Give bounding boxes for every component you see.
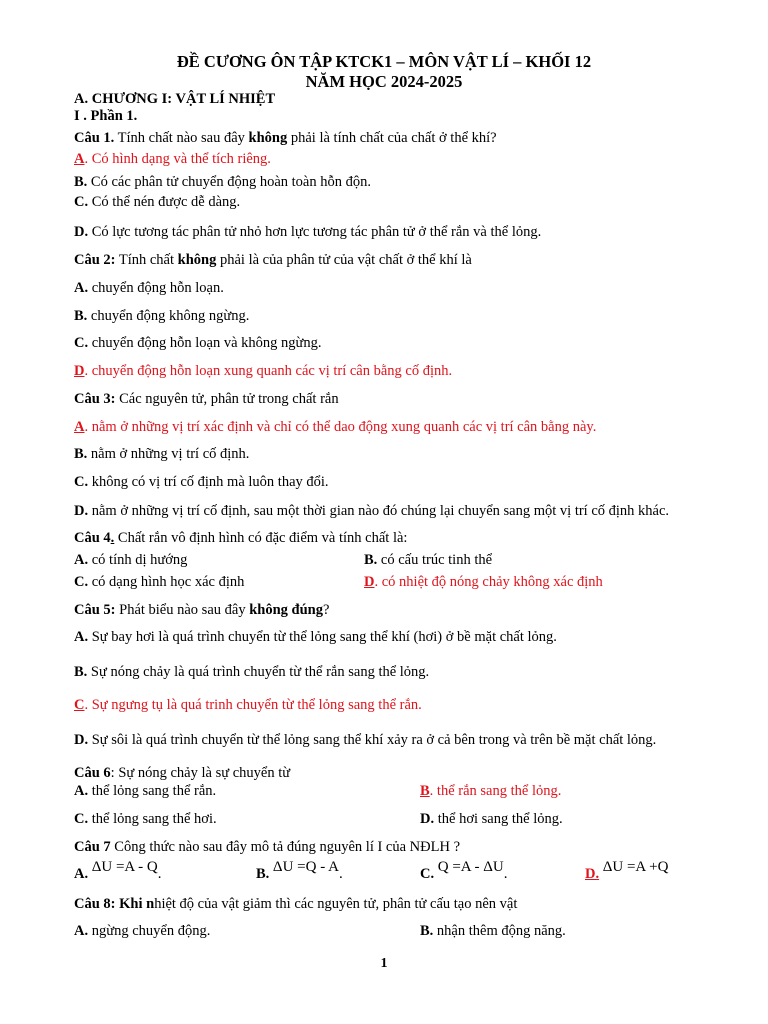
question-7 (74, 839, 460, 856)
formula: ΔU =Q - A (272, 859, 339, 875)
option-text: ngừng chuyển động. (88, 923, 211, 939)
part-heading: I . Phần 1. (74, 108, 138, 124)
option-label: D. (74, 732, 89, 748)
question-text: Sự nóng chảy là sự chuyển từ (114, 765, 291, 781)
q6-option-c (74, 811, 217, 828)
option-text: Có lực tương tác phân tử nhỏ hơn lực tương tác phân tử ở thể rắn và thể lỏng. (88, 224, 542, 240)
option-text: thể lỏng sang thể hơi. (88, 811, 217, 827)
option-text: nằm ở những vị trí cố định, sau một thời gian nào đó chúng lại chuyển sang một vị trí cố định khác. (88, 503, 670, 519)
question-text: Công thức nào sau đây mô tả đúng nguyên lí I của NĐLH ? (110, 839, 461, 855)
q7-option-b (256, 859, 343, 883)
option-label: B. (256, 866, 270, 882)
question-5 (74, 602, 329, 619)
emphasis: không (248, 130, 288, 146)
option-text: chuyển động hỗn loạn xung quanh các vị trí cân bằng cố định. (88, 363, 453, 379)
q1-option-d (74, 224, 541, 241)
option-label: A. (74, 923, 89, 939)
option-text: Sự bay hơi là quá trình chuyển từ thể lỏng sang thể khí (hơi) ở bề mặt chất lỏng. (88, 629, 557, 645)
question-text: Tính chất (115, 252, 178, 268)
question-3 (74, 391, 339, 408)
option-label: A (74, 419, 85, 435)
q5-option-b (74, 664, 429, 681)
q3-option-b (74, 446, 249, 463)
q5-option-d (74, 732, 656, 749)
formula-dot: . (338, 866, 343, 882)
option-dot: . (429, 783, 434, 799)
q4-option-d (364, 574, 603, 591)
formula-dot: . (157, 866, 162, 882)
option-text: có cấu trúc tinh thể (377, 552, 493, 568)
question-label: Câu 7 (74, 839, 111, 855)
q3-option-a (74, 419, 596, 436)
option-text: Sự sôi là quá trình chuyển từ thể lỏng sang thể khí xảy ra ở cả bên trong và trên bề mặt chất lỏng. (88, 732, 657, 748)
option-text: chuyển động hỗn loạn và không ngừng. (88, 335, 322, 351)
q5-option-c (74, 697, 422, 714)
page-number: 1 (380, 956, 388, 971)
emphasis: Khi n (115, 896, 155, 912)
emphasis: không đúng (249, 602, 323, 618)
question-text: phải là tính chất của chất ở thể khí? (287, 130, 497, 146)
q2-option-d (74, 363, 452, 380)
option-label: A. (74, 552, 89, 568)
question-4 (74, 530, 407, 547)
option-label: A. (74, 629, 89, 645)
formula: Q =A - ΔU (437, 859, 504, 875)
q8-option-a (74, 923, 210, 940)
question-label: Câu 5: (74, 602, 116, 618)
option-text: Có các phân tử chuyển động hoàn toàn hỗn độn. (87, 174, 371, 190)
option-label: D. (74, 503, 89, 519)
option-label: C. (74, 574, 89, 590)
option-text: chuyển động hỗn loạn. (88, 280, 224, 296)
option-text: chuyển động không ngừng. (87, 308, 250, 324)
option-text: Sự nóng chảy là quá trình chuyển từ thể rắn sang thể lỏng. (87, 664, 430, 680)
question-text: hiệt độ của vật giảm thì các nguyên tử, phân tử cấu tạo nên vật (154, 896, 518, 912)
question-text: Tính chất nào sau đây (114, 130, 249, 146)
option-text: nằm ở những vị trí cố định. (87, 446, 250, 462)
question-1 (74, 130, 497, 147)
q4-option-a (74, 552, 187, 569)
option-text: Có hình dạng và thể tích riêng. (88, 151, 271, 167)
formula: ΔU =A +Q (602, 859, 669, 875)
question-label-colon: : (110, 765, 115, 781)
option-label: A. (74, 866, 89, 882)
option-dot: . (84, 697, 89, 713)
q8-option-b (420, 923, 566, 940)
question-text: Chất rắn vô định hình có đặc điểm và tính chất là: (114, 530, 408, 546)
option-label: C. (74, 335, 89, 351)
option-label: A. (74, 280, 89, 296)
option-label: D. (74, 224, 89, 240)
emphasis: không (177, 252, 217, 268)
q1-option-a (74, 151, 271, 168)
option-label: D (74, 363, 85, 379)
option-text: nằm ở những vị trí xác định và chỉ có thể dao động xung quanh các vị trí cân bằng này. (88, 419, 597, 435)
question-label: Câu 8: (74, 896, 116, 912)
q7-option-a (74, 859, 162, 883)
q2-option-a (74, 280, 224, 297)
option-label: B (420, 783, 430, 799)
option-label: C. (74, 194, 89, 210)
q3-option-d (74, 503, 669, 520)
q2-option-b (74, 308, 249, 325)
option-text: thể lỏng sang thể rắn. (88, 783, 217, 799)
q4-option-c (74, 574, 244, 591)
q6-option-a (74, 783, 216, 800)
question-8 (74, 896, 517, 913)
option-dot: . (84, 363, 89, 379)
option-label: D. (585, 866, 600, 882)
q1-option-b (74, 174, 371, 191)
q3-option-c (74, 474, 329, 491)
option-text: thể rắn sang thể lỏng. (433, 783, 562, 799)
option-text: có nhiệt độ nóng chảy không xác định (378, 574, 603, 590)
question-2 (74, 252, 472, 269)
option-dot: . (84, 151, 89, 167)
question-text: Các nguyên tử, phân tử trong chất rắn (115, 391, 339, 407)
q6-option-d (420, 811, 563, 828)
doc-title: ĐỀ CƯƠNG ÔN TẬP KTCK1 – MÔN VẬT LÍ – KHỐI 12 (176, 52, 592, 71)
option-label: C. (74, 474, 89, 490)
doc-subtitle: NĂM HỌC 2024-2025 (305, 72, 463, 91)
q5-option-a (74, 629, 557, 646)
question-label-dot: . (110, 530, 115, 546)
question-text: phải là của phân tử của vật chất ở thể khí là (216, 252, 472, 268)
option-text: không có vị trí cố định mà luôn thay đổi. (88, 474, 329, 490)
q1-option-c (74, 194, 240, 211)
option-text: có dạng hình học xác định (88, 574, 245, 590)
question-label: Câu 4 (74, 530, 111, 546)
option-label: A. (74, 783, 89, 799)
q7-option-d (585, 859, 669, 883)
question-text: Phát biểu nào sau đây (115, 602, 250, 618)
question-label: Câu 2: (74, 252, 116, 268)
option-label: C. (420, 866, 435, 882)
option-label: B. (364, 552, 378, 568)
chapter-heading: A. CHƯƠNG I: VẬT LÍ NHIỆT (74, 91, 276, 107)
option-label: B. (420, 923, 434, 939)
option-label: B. (74, 446, 88, 462)
option-label: C (74, 697, 85, 713)
question-6 (74, 765, 290, 782)
formula-dot: . (503, 866, 508, 882)
option-text: Có thể nén được dễ dàng. (88, 194, 241, 210)
question-label: Câu 3: (74, 391, 116, 407)
option-text: Sự ngưng tụ là quá trinh chuyển từ thể lỏng sang thể rắn. (88, 697, 422, 713)
option-label: A (74, 151, 85, 167)
option-label: B. (74, 174, 88, 190)
q6-option-b (420, 783, 561, 800)
option-label: C. (74, 811, 89, 827)
option-label: D (364, 574, 375, 590)
question-text: ? (322, 602, 330, 618)
option-dot: . (84, 419, 89, 435)
q4-option-b (364, 552, 492, 569)
question-label: Câu 6 (74, 765, 111, 781)
option-label: B. (74, 664, 88, 680)
question-label: Câu 1. (74, 130, 115, 146)
option-label: B. (74, 308, 88, 324)
option-text: nhận thêm động năng. (433, 923, 566, 939)
q2-option-c (74, 335, 322, 352)
option-text: thể hơi sang thể lỏng. (434, 811, 563, 827)
option-text: có tính dị hướng (88, 552, 188, 568)
option-dot: . (374, 574, 379, 590)
formula: ΔU =A - Q (91, 859, 158, 875)
q7-option-c (420, 859, 508, 883)
option-label: D. (420, 811, 435, 827)
